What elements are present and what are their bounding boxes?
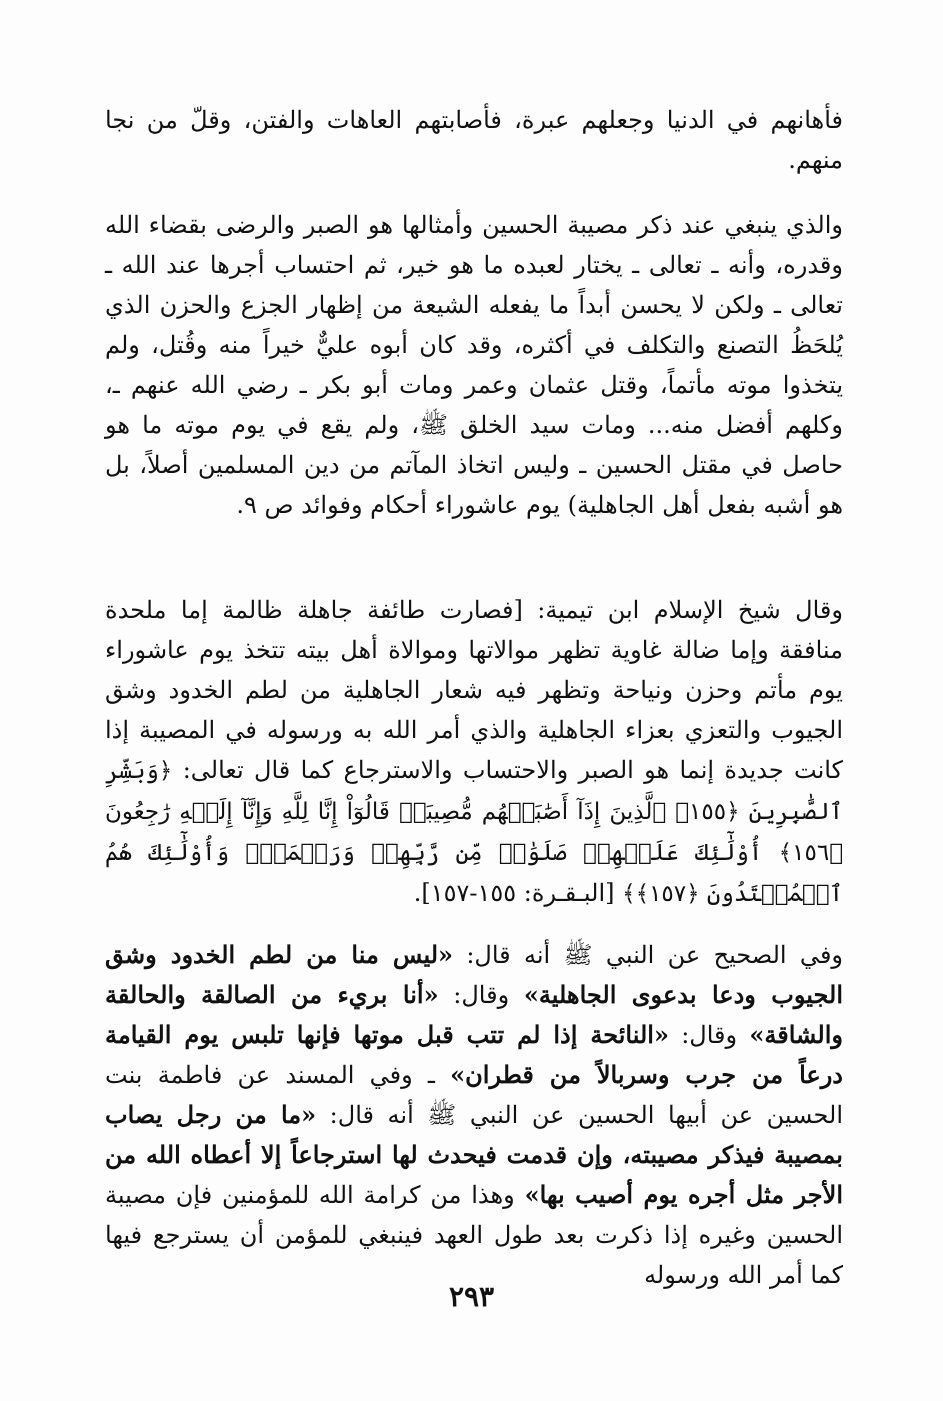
paragraph-1 (105, 100, 843, 180)
paragraph-text: والذي ينبغي عند ذكر مصيبة الحسين وأمثالها هو الصبر والرضى بقضاء الله وقدره، وأنه ـ تعالى ـ يختار لعبده ما هو خير، ثم احتساب أجرها عند الله ـ تعالى ـ ولكن لا يحسن أبداً ما يفعله الشيعة من إظهار الجزع والحزن الذي يُلحَظُ التصنع والتكلف في أكثره، وقد كان أبوه عليٌّ خيراً منه وقُتل، ولم يتخذوا موته مأتماً، وقتل عثمان وعمر ومات أبو بكر ـ رضي الله عنهم ـ، وكلهم أفضل منه... ومات سيد الخلق ﷺ، ولم يقع في يوم موته ما هو حاصل في مقتل الحسين ـ وليس اتخاذ المآتم من دين المسلمين أصلاً، بل هو أشبه بفعل أهل الجاهلية) يوم عاشوراء أحكام وفوائد ص ٩. (105, 211, 843, 519)
surah-reference: [البـقـرة: ١٥٥-١٥٧]. (413, 879, 623, 907)
paragraph-text (105, 935, 843, 1295)
hadith-quote: «ليس منا من لطم الخدود وشق الجيوب ودعا بدعوى الجاهلية» (105, 940, 844, 1009)
paragraph-text: فأهانهم في الدنيا وجعلهم عبرة، فأصابتهم العاهات والفتن، وقلّ من نجا منهم. (105, 106, 843, 174)
text-segment: وقال: (438, 981, 524, 1009)
page-number: ٢٩٣ (448, 1280, 495, 1313)
text-segment: ـ وفي المسند عن فاطمة بنت الحسين عن أبيها الحسين عن النبي ﷺ أنه قال: (105, 1061, 843, 1129)
paragraph-3 (105, 590, 843, 914)
paragraph-4 (105, 935, 843, 1295)
paragraph-2 (105, 205, 843, 525)
hadith-quote: «ما من رجل يصاب بمصيبة فيذكر مصيبته، وإن قدمت فيحدث لها استرجاعاً إلا أعطاه الله من الأجر مثل أجره يوم أصيب بها» (105, 1100, 843, 1209)
text-segment: وفي الصحيح عن النبي ﷺ أنه قال: (453, 941, 843, 969)
hadith-quote: «أنا بريء من الصالقة والحالقة والشاقة» (105, 980, 843, 1049)
hadith-quote: «النائحة إذا لم تتب قبل موتها فإنها تلبس يوم القيامة درعاً من جرب وسربالاً من قطران» (105, 1020, 843, 1089)
ibn-taymiyyah-quote: وقال شيخ الإسلام ابن تيمية: [فصارت طائفة جاهلة ظالمة إما ملحدة منافقة وإما ضالة غاوية تظهر موالاتها وموالاة أهل بيته تتخذ يوم عاشوراء يوم مأتم وحزن ونياحة وتظهر فيه شعار الجاهلية من لطم الخدود وشق الجيوب والتعزي بعزاء الجاهلية والذي أمر الله به ورسوله في المصيبة إذا كانت جديدة إنما هو الصبر والاحتساب والاسترجاع كما قال تعالى: (105, 596, 843, 784)
text-segment: وهذا من كرامة الله للمؤمنين فإن مصيبة الحسين وغيره إذا ذكرت بعد طول العهد فينبغي للمؤمن أن يسترجع فيها كما أمر الله ورسوله (105, 1181, 843, 1289)
quran-verse: ﴿وَبَشِّرِ ٱلصَّٰبِرِينَ ﴿١٥٥﴾ ٱلَّذِينَ إِذَآ أَصَٰبَتۡهُم مُّصِيبَةٞ قَالُوٓاْ إِنَّا لِلَّهِ وَإِنَّآ إِلَيۡهِ رَٰجِعُونَ ﴿١٥٦﴾ أُوْلَٰٓئِكَ عَلَيۡهِمۡ صَلَوَٰتٞ مِّن رَّبِّهِمۡ وَرَحۡمَةٞۖ وَأُوْلَٰٓئِكَ هُمُ ٱلۡمُهۡتَدُونَ ﴿١٥٧﴾﴾ (105, 758, 844, 907)
paragraph-text (105, 590, 843, 914)
text-segment: وقال: (668, 1021, 750, 1049)
